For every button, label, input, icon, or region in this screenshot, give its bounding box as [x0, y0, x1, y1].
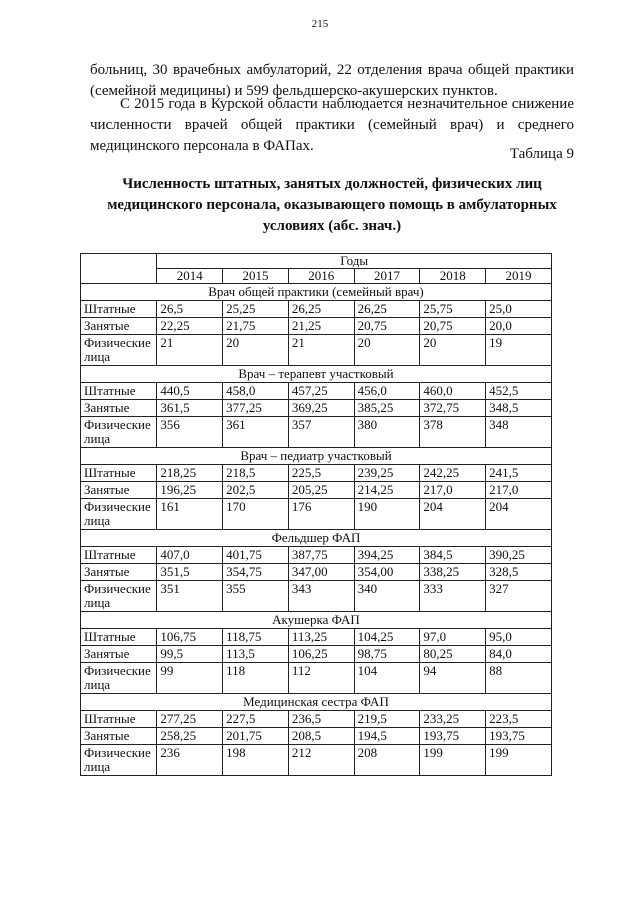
value-cell: 241,5 — [486, 465, 552, 482]
row-label-cell: Физические лица — [81, 663, 157, 694]
value-cell: 25,0 — [486, 301, 552, 318]
table-row — [81, 383, 552, 400]
value-cell: 204 — [420, 499, 486, 530]
value-cell: 227,5 — [223, 711, 289, 728]
value-cell: 20 — [223, 335, 289, 366]
value-cell: 385,25 — [354, 400, 420, 417]
section-title-cell: Фельдшер ФАП — [81, 530, 552, 547]
value-cell: 348 — [486, 417, 552, 448]
section-title-row — [81, 448, 552, 465]
value-cell: 340 — [354, 581, 420, 612]
value-cell: 20,75 — [420, 318, 486, 335]
value-cell: 355 — [223, 581, 289, 612]
header-row — [81, 254, 552, 269]
value-cell: 223,5 — [486, 711, 552, 728]
value-cell: 193,75 — [420, 728, 486, 745]
value-cell: 384,5 — [420, 547, 486, 564]
table-row — [81, 547, 552, 564]
section-title-cell: Медицинская сестра ФАП — [81, 694, 552, 711]
value-cell: 372,75 — [420, 400, 486, 417]
table-title: Численность штатных, занятых должностей, физических лиц медицинского персонала, оказывающего помощь в амбулаторных условиях (абс. знач.) — [107, 176, 557, 234]
value-cell: 118,75 — [223, 629, 289, 646]
value-cell: 176 — [288, 499, 354, 530]
value-cell: 106,25 — [288, 646, 354, 663]
value-cell: 407,0 — [157, 547, 223, 564]
section-title-row — [81, 694, 552, 711]
value-cell: 196,25 — [157, 482, 223, 499]
section-title-row — [81, 284, 552, 301]
value-cell: 440,5 — [157, 383, 223, 400]
value-cell: 21,25 — [288, 318, 354, 335]
value-cell: 20 — [354, 335, 420, 366]
value-cell: 99 — [157, 663, 223, 694]
value-cell: 327 — [486, 581, 552, 612]
table-row — [81, 564, 552, 581]
value-cell: 26,25 — [288, 301, 354, 318]
value-cell: 357 — [288, 417, 354, 448]
value-cell: 212 — [288, 745, 354, 776]
row-label-cell: Занятые — [81, 564, 157, 581]
value-cell: 202,5 — [223, 482, 289, 499]
value-cell: 214,25 — [354, 482, 420, 499]
value-cell: 377,25 — [223, 400, 289, 417]
value-cell: 236 — [157, 745, 223, 776]
table-row — [81, 663, 552, 694]
section-title-cell: Врач – педиатр участковый — [81, 448, 552, 465]
year-header-cell: 2019 — [486, 269, 552, 284]
table-label: Таблица 9 — [509, 146, 574, 162]
row-label-cell: Занятые — [81, 728, 157, 745]
row-label-cell: Физические лица — [81, 335, 157, 366]
section-title-row — [81, 530, 552, 547]
value-cell: 356 — [157, 417, 223, 448]
value-cell: 88 — [486, 663, 552, 694]
table-row — [81, 581, 552, 612]
value-cell: 112 — [288, 663, 354, 694]
value-cell: 217,0 — [486, 482, 552, 499]
section-title-row — [81, 366, 552, 383]
value-cell: 456,0 — [354, 383, 420, 400]
value-cell: 22,25 — [157, 318, 223, 335]
value-cell: 343 — [288, 581, 354, 612]
section-title-cell: Врач – терапевт участковый — [81, 366, 552, 383]
value-cell: 99,5 — [157, 646, 223, 663]
page-number: 215 — [311, 18, 329, 30]
value-cell: 113,5 — [223, 646, 289, 663]
value-cell: 161 — [157, 499, 223, 530]
value-cell: 25,75 — [420, 301, 486, 318]
value-cell: 338,25 — [420, 564, 486, 581]
value-cell: 219,5 — [354, 711, 420, 728]
section-title-cell: Акушерка ФАП — [81, 612, 552, 629]
row-label-cell: Штатные — [81, 383, 157, 400]
value-cell: 19 — [486, 335, 552, 366]
data-table — [80, 253, 552, 776]
table-row — [81, 465, 552, 482]
years-header: Годы — [157, 254, 552, 269]
value-cell: 20,75 — [354, 318, 420, 335]
value-cell: 21,75 — [223, 318, 289, 335]
value-cell: 95,0 — [486, 629, 552, 646]
value-cell: 21 — [157, 335, 223, 366]
row-label-cell: Физические лица — [81, 417, 157, 448]
value-cell: 239,25 — [354, 465, 420, 482]
value-cell: 369,25 — [288, 400, 354, 417]
row-label-cell: Физические лица — [81, 499, 157, 530]
value-cell: 457,25 — [288, 383, 354, 400]
row-label-cell: Занятые — [81, 646, 157, 663]
value-cell: 351,5 — [157, 564, 223, 581]
row-label-cell: Штатные — [81, 629, 157, 646]
table-row — [81, 482, 552, 499]
value-cell: 347,00 — [288, 564, 354, 581]
row-label-cell: Штатные — [81, 547, 157, 564]
value-cell: 199 — [420, 745, 486, 776]
value-cell: 387,75 — [288, 547, 354, 564]
value-cell: 208,5 — [288, 728, 354, 745]
year-header-cell: 2017 — [354, 269, 420, 284]
header-corner-cell — [81, 254, 157, 284]
value-cell: 190 — [354, 499, 420, 530]
row-label-cell: Занятые — [81, 482, 157, 499]
value-cell: 193,75 — [486, 728, 552, 745]
value-cell: 208 — [354, 745, 420, 776]
value-cell: 104,25 — [354, 629, 420, 646]
table-row — [81, 646, 552, 663]
table-body — [81, 254, 552, 776]
value-cell: 199 — [486, 745, 552, 776]
value-cell: 390,25 — [486, 547, 552, 564]
row-label-cell: Занятые — [81, 400, 157, 417]
value-cell: 236,5 — [288, 711, 354, 728]
value-cell: 277,25 — [157, 711, 223, 728]
section-title-row — [81, 612, 552, 629]
value-cell: 233,25 — [420, 711, 486, 728]
row-label-cell: Штатные — [81, 301, 157, 318]
value-cell: 394,25 — [354, 547, 420, 564]
value-cell: 328,5 — [486, 564, 552, 581]
value-cell: 80,25 — [420, 646, 486, 663]
row-label-cell: Штатные — [81, 711, 157, 728]
value-cell: 106,75 — [157, 629, 223, 646]
value-cell: 351 — [157, 581, 223, 612]
value-cell: 378 — [420, 417, 486, 448]
value-cell: 205,25 — [288, 482, 354, 499]
value-cell: 204 — [486, 499, 552, 530]
value-cell: 242,25 — [420, 465, 486, 482]
value-cell: 217,0 — [420, 482, 486, 499]
value-cell: 401,75 — [223, 547, 289, 564]
value-cell: 170 — [223, 499, 289, 530]
value-cell: 354,75 — [223, 564, 289, 581]
table-row — [81, 745, 552, 776]
section-title-cell: Врач общей практики (семейный врач) — [81, 284, 552, 301]
value-cell: 452,5 — [486, 383, 552, 400]
value-cell: 97,0 — [420, 629, 486, 646]
paragraph-2-text: С 2015 года в Курской области наблюдается незначительное снижение численности врачей общей практики (семейный врач) и среднего медицинского персонала в ФАПах. — [90, 96, 574, 154]
value-cell: 98,75 — [354, 646, 420, 663]
table-row — [81, 400, 552, 417]
value-cell: 354,00 — [354, 564, 420, 581]
value-cell: 380 — [354, 417, 420, 448]
row-label-cell: Физические лица — [81, 581, 157, 612]
year-header-cell: 2016 — [288, 269, 354, 284]
value-cell: 21 — [288, 335, 354, 366]
value-cell: 258,25 — [157, 728, 223, 745]
row-label-cell: Физические лица — [81, 745, 157, 776]
paragraph-1-text: больниц, 30 врачебных амбулаторий, 22 отделения врача общей практики (семейной медицины) и 599 фельдшерско-акушерских пунктов. — [90, 62, 574, 99]
value-cell: 198 — [223, 745, 289, 776]
value-cell: 218,25 — [157, 465, 223, 482]
value-cell: 333 — [420, 581, 486, 612]
year-header-cell: 2018 — [420, 269, 486, 284]
value-cell: 25,25 — [223, 301, 289, 318]
table-row — [81, 629, 552, 646]
value-cell: 20,0 — [486, 318, 552, 335]
value-cell: 26,25 — [354, 301, 420, 318]
value-cell: 361,5 — [157, 400, 223, 417]
value-cell: 94 — [420, 663, 486, 694]
value-cell: 118 — [223, 663, 289, 694]
year-header-cell: 2014 — [157, 269, 223, 284]
value-cell: 361 — [223, 417, 289, 448]
value-cell: 201,75 — [223, 728, 289, 745]
table-row — [81, 711, 552, 728]
value-cell: 460,0 — [420, 383, 486, 400]
year-header-cell: 2015 — [223, 269, 289, 284]
value-cell: 194,5 — [354, 728, 420, 745]
table-row — [81, 318, 552, 335]
table-row — [81, 301, 552, 318]
table-row — [81, 417, 552, 448]
table-row — [81, 499, 552, 530]
row-label-cell: Штатные — [81, 465, 157, 482]
value-cell: 104 — [354, 663, 420, 694]
value-cell: 113,25 — [288, 629, 354, 646]
value-cell: 218,5 — [223, 465, 289, 482]
value-cell: 26,5 — [157, 301, 223, 318]
value-cell: 225,5 — [288, 465, 354, 482]
table-row — [81, 728, 552, 745]
value-cell: 84,0 — [486, 646, 552, 663]
table-row — [81, 335, 552, 366]
value-cell: 20 — [420, 335, 486, 366]
value-cell: 348,5 — [486, 400, 552, 417]
value-cell: 458,0 — [223, 383, 289, 400]
row-label-cell: Занятые — [81, 318, 157, 335]
